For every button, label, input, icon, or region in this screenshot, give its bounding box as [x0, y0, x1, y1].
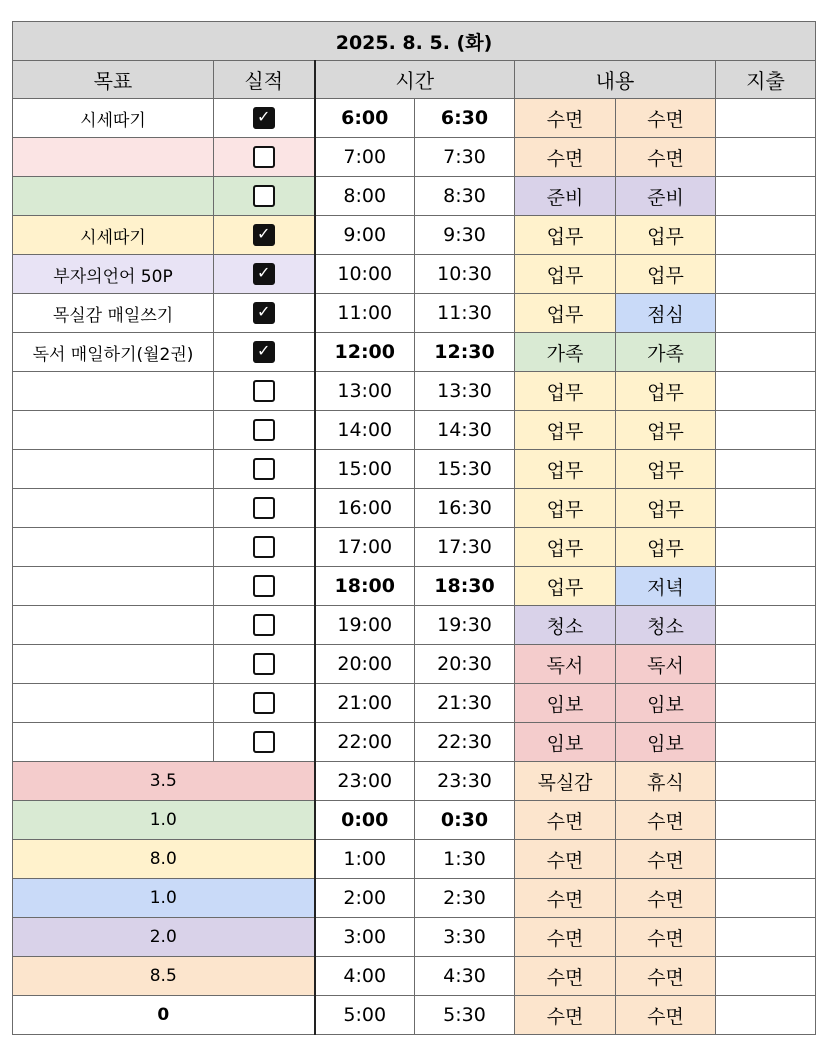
- table-row: [13, 879, 816, 918]
- time-half-cell[interactable]: 6:30: [415, 99, 515, 138]
- table-row: [13, 138, 816, 177]
- unchecked-checkbox[interactable]: [253, 497, 275, 519]
- time-half-cell[interactable]: 17:30: [415, 528, 515, 567]
- time-half-cell[interactable]: 16:30: [415, 489, 515, 528]
- time-start-cell[interactable]: 0:00: [315, 801, 415, 840]
- content-cell[interactable]: 수면: [616, 879, 716, 918]
- time-half-cell[interactable]: 13:30: [415, 372, 515, 411]
- goal-cell[interactable]: [13, 684, 214, 723]
- unchecked-checkbox[interactable]: [253, 731, 275, 753]
- table-row: [13, 840, 816, 879]
- expense-cell[interactable]: [716, 333, 816, 372]
- content-cell[interactable]: 임보: [515, 723, 616, 762]
- time-half-cell[interactable]: 2:30: [415, 879, 515, 918]
- content-cell[interactable]: 휴식: [616, 762, 716, 801]
- time-half-cell[interactable]: 7:30: [415, 138, 515, 177]
- expense-cell[interactable]: [716, 372, 816, 411]
- expense-cell[interactable]: [716, 528, 816, 567]
- table-row: [13, 294, 816, 333]
- time-start-cell[interactable]: 21:00: [315, 684, 415, 723]
- content-cell[interactable]: 업무: [616, 528, 716, 567]
- goal-cell[interactable]: [13, 450, 214, 489]
- content-cell[interactable]: 수면: [616, 957, 716, 996]
- expense-cell[interactable]: [716, 723, 816, 762]
- time-start-cell[interactable]: 14:00: [315, 411, 415, 450]
- time-start-cell[interactable]: 3:00: [315, 918, 415, 957]
- result-cell: [214, 567, 315, 606]
- result-cell: [214, 411, 315, 450]
- checked-checkbox[interactable]: ✓: [253, 302, 275, 324]
- summary-cell[interactable]: 8.5: [13, 957, 315, 996]
- time-start-cell[interactable]: 6:00: [315, 99, 415, 138]
- content-cell[interactable]: 수면: [515, 801, 616, 840]
- table-row: [13, 684, 816, 723]
- goal-cell[interactable]: [13, 138, 214, 177]
- unchecked-checkbox[interactable]: [253, 536, 275, 558]
- time-start-cell[interactable]: 9:00: [315, 216, 415, 255]
- expense-cell[interactable]: [716, 840, 816, 879]
- time-start-cell[interactable]: 16:00: [315, 489, 415, 528]
- result-cell: [214, 138, 315, 177]
- time-start-cell[interactable]: 23:00: [315, 762, 415, 801]
- time-half-cell[interactable]: 23:30: [415, 762, 515, 801]
- content-cell[interactable]: 가족: [515, 333, 616, 372]
- content-cell[interactable]: 수면: [515, 840, 616, 879]
- unchecked-checkbox[interactable]: [253, 458, 275, 480]
- table-row: [13, 801, 816, 840]
- result-cell: [214, 177, 315, 216]
- time-half-cell[interactable]: 1:30: [415, 840, 515, 879]
- time-half-cell[interactable]: 21:30: [415, 684, 515, 723]
- summary-cell[interactable]: 1.0: [13, 879, 315, 918]
- content-cell[interactable]: 업무: [515, 450, 616, 489]
- content-cell[interactable]: 업무: [515, 489, 616, 528]
- header-goal[interactable]: 목표: [13, 61, 214, 99]
- content-cell[interactable]: 업무: [616, 372, 716, 411]
- result-cell: [214, 333, 315, 372]
- table-row: [13, 762, 816, 801]
- table-row: [13, 606, 816, 645]
- goal-cell[interactable]: [13, 177, 214, 216]
- expense-cell[interactable]: [716, 216, 816, 255]
- time-start-cell[interactable]: 8:00: [315, 177, 415, 216]
- content-cell[interactable]: 업무: [515, 216, 616, 255]
- content-cell[interactable]: 가족: [616, 333, 716, 372]
- result-cell: [214, 99, 315, 138]
- table-row: [13, 567, 816, 606]
- table-row: [13, 645, 816, 684]
- content-cell[interactable]: 수면: [515, 879, 616, 918]
- result-cell: [214, 528, 315, 567]
- result-cell: [214, 372, 315, 411]
- time-start-cell[interactable]: 5:00: [315, 996, 415, 1035]
- content-cell[interactable]: 업무: [515, 255, 616, 294]
- goal-cell[interactable]: [13, 528, 214, 567]
- time-start-cell[interactable]: 13:00: [315, 372, 415, 411]
- content-cell[interactable]: 업무: [616, 411, 716, 450]
- expense-cell[interactable]: [716, 294, 816, 333]
- table-row: [13, 177, 816, 216]
- content-cell[interactable]: 수면: [616, 138, 716, 177]
- result-cell: [214, 255, 315, 294]
- content-cell[interactable]: 업무: [616, 216, 716, 255]
- goal-cell[interactable]: 목실감 매일쓰기: [13, 294, 214, 333]
- expense-cell[interactable]: [716, 684, 816, 723]
- table-row: [13, 723, 816, 762]
- header-content[interactable]: 내용: [515, 61, 716, 99]
- time-start-cell[interactable]: 22:00: [315, 723, 415, 762]
- table-row: [13, 372, 816, 411]
- time-half-cell[interactable]: 20:30: [415, 645, 515, 684]
- content-cell[interactable]: 수면: [616, 99, 716, 138]
- result-cell: [214, 216, 315, 255]
- summary-cell[interactable]: 8.0: [13, 840, 315, 879]
- unchecked-checkbox[interactable]: [253, 575, 275, 597]
- content-cell[interactable]: 목실감: [515, 762, 616, 801]
- time-half-cell[interactable]: 12:30: [415, 333, 515, 372]
- schedule-sheet: [12, 21, 816, 1035]
- expense-cell[interactable]: [716, 957, 816, 996]
- time-half-cell[interactable]: 18:30: [415, 567, 515, 606]
- content-cell[interactable]: 준비: [616, 177, 716, 216]
- content-cell[interactable]: 수면: [616, 918, 716, 957]
- time-start-cell[interactable]: 2:00: [315, 879, 415, 918]
- time-half-cell[interactable]: 4:30: [415, 957, 515, 996]
- expense-cell[interactable]: [716, 801, 816, 840]
- unchecked-checkbox[interactable]: [253, 692, 275, 714]
- time-half-cell[interactable]: 22:30: [415, 723, 515, 762]
- time-half-cell[interactable]: 9:30: [415, 216, 515, 255]
- time-start-cell[interactable]: 12:00: [315, 333, 415, 372]
- summary-cell[interactable]: 0: [13, 996, 315, 1035]
- time-start-cell[interactable]: 15:00: [315, 450, 415, 489]
- time-start-cell[interactable]: 4:00: [315, 957, 415, 996]
- result-cell: [214, 606, 315, 645]
- content-cell[interactable]: 업무: [616, 255, 716, 294]
- time-half-cell[interactable]: 3:30: [415, 918, 515, 957]
- content-cell[interactable]: 저녁: [616, 567, 716, 606]
- table-row: [13, 411, 816, 450]
- content-cell[interactable]: 준비: [515, 177, 616, 216]
- time-start-cell[interactable]: 11:00: [315, 294, 415, 333]
- content-cell[interactable]: 임보: [515, 684, 616, 723]
- content-cell[interactable]: 수면: [616, 996, 716, 1035]
- expense-cell[interactable]: [716, 996, 816, 1035]
- unchecked-checkbox[interactable]: [253, 185, 275, 207]
- time-half-cell[interactable]: 14:30: [415, 411, 515, 450]
- expense-cell[interactable]: [716, 411, 816, 450]
- time-half-cell[interactable]: 19:30: [415, 606, 515, 645]
- checked-checkbox[interactable]: ✓: [253, 263, 275, 285]
- content-cell[interactable]: 청소: [616, 606, 716, 645]
- table-row: [13, 918, 816, 957]
- checked-checkbox[interactable]: ✓: [253, 224, 275, 246]
- table-row: [13, 957, 816, 996]
- expense-cell[interactable]: [716, 918, 816, 957]
- content-cell[interactable]: 업무: [515, 528, 616, 567]
- table-row: [13, 450, 816, 489]
- time-start-cell[interactable]: 20:00: [315, 645, 415, 684]
- goal-cell[interactable]: [13, 606, 214, 645]
- table-row: [13, 528, 816, 567]
- time-half-cell[interactable]: 10:30: [415, 255, 515, 294]
- table-row: [13, 255, 816, 294]
- result-cell: [214, 489, 315, 528]
- time-half-cell[interactable]: 11:30: [415, 294, 515, 333]
- time-half-cell[interactable]: 15:30: [415, 450, 515, 489]
- goal-cell[interactable]: [13, 723, 214, 762]
- content-cell[interactable]: 수면: [515, 918, 616, 957]
- content-cell[interactable]: 업무: [515, 294, 616, 333]
- expense-cell[interactable]: [716, 99, 816, 138]
- summary-cell[interactable]: 3.5: [13, 762, 315, 801]
- content-cell[interactable]: 업무: [616, 450, 716, 489]
- expense-cell[interactable]: [716, 450, 816, 489]
- content-cell[interactable]: 점심: [616, 294, 716, 333]
- time-half-cell[interactable]: 8:30: [415, 177, 515, 216]
- table-row: [13, 99, 816, 138]
- goal-cell[interactable]: [13, 372, 214, 411]
- summary-cell[interactable]: 2.0: [13, 918, 315, 957]
- content-cell[interactable]: 독서: [515, 645, 616, 684]
- header-time[interactable]: 시간: [315, 61, 515, 99]
- time-start-cell[interactable]: 1:00: [315, 840, 415, 879]
- content-cell[interactable]: 수면: [515, 138, 616, 177]
- result-cell: [214, 294, 315, 333]
- table-row: [13, 489, 816, 528]
- time-half-cell[interactable]: 0:30: [415, 801, 515, 840]
- content-cell[interactable]: 업무: [515, 372, 616, 411]
- expense-cell[interactable]: [716, 567, 816, 606]
- unchecked-checkbox[interactable]: [253, 653, 275, 675]
- content-cell[interactable]: 청소: [515, 606, 616, 645]
- expense-cell[interactable]: [716, 138, 816, 177]
- time-start-cell[interactable]: 7:00: [315, 138, 415, 177]
- unchecked-checkbox[interactable]: [253, 614, 275, 636]
- result-cell: [214, 684, 315, 723]
- goal-cell[interactable]: [13, 411, 214, 450]
- expense-cell[interactable]: [716, 255, 816, 294]
- content-cell[interactable]: 독서: [616, 645, 716, 684]
- goal-cell[interactable]: [13, 567, 214, 606]
- content-cell[interactable]: 임보: [616, 723, 716, 762]
- table-row: [13, 333, 816, 372]
- table-row: [13, 996, 816, 1035]
- time-start-cell[interactable]: 10:00: [315, 255, 415, 294]
- goal-cell[interactable]: 시세따기: [13, 216, 214, 255]
- content-cell[interactable]: 임보: [616, 684, 716, 723]
- summary-cell[interactable]: 1.0: [13, 801, 315, 840]
- content-cell[interactable]: 수면: [515, 99, 616, 138]
- goal-cell[interactable]: 부자의언어 50P: [13, 255, 214, 294]
- date-title[interactable]: 2025. 8. 5. (화): [13, 22, 816, 61]
- expense-cell[interactable]: [716, 879, 816, 918]
- goal-cell[interactable]: 시세따기: [13, 99, 214, 138]
- table-row: [13, 216, 816, 255]
- result-cell: [214, 645, 315, 684]
- goal-cell[interactable]: [13, 489, 214, 528]
- expense-cell[interactable]: [716, 645, 816, 684]
- content-cell[interactable]: 업무: [515, 567, 616, 606]
- checked-checkbox[interactable]: ✓: [253, 341, 275, 363]
- expense-cell[interactable]: [716, 762, 816, 801]
- unchecked-checkbox[interactable]: [253, 146, 275, 168]
- content-cell[interactable]: 수면: [616, 840, 716, 879]
- header-result[interactable]: 실적: [214, 61, 315, 99]
- time-half-cell[interactable]: 5:30: [415, 996, 515, 1035]
- time-start-cell[interactable]: 19:00: [315, 606, 415, 645]
- content-cell[interactable]: 수면: [515, 996, 616, 1035]
- time-start-cell[interactable]: 18:00: [315, 567, 415, 606]
- content-cell[interactable]: 수면: [515, 957, 616, 996]
- content-cell[interactable]: 업무: [616, 489, 716, 528]
- expense-cell[interactable]: [716, 606, 816, 645]
- header-expense[interactable]: 지출: [716, 61, 816, 99]
- checked-checkbox[interactable]: ✓: [253, 107, 275, 129]
- unchecked-checkbox[interactable]: [253, 380, 275, 402]
- content-cell[interactable]: 업무: [515, 411, 616, 450]
- goal-cell[interactable]: [13, 645, 214, 684]
- content-cell[interactable]: 수면: [616, 801, 716, 840]
- expense-cell[interactable]: [716, 489, 816, 528]
- unchecked-checkbox[interactable]: [253, 419, 275, 441]
- time-start-cell[interactable]: 17:00: [315, 528, 415, 567]
- result-cell: [214, 450, 315, 489]
- result-cell: [214, 723, 315, 762]
- expense-cell[interactable]: [716, 177, 816, 216]
- goal-cell[interactable]: 독서 매일하기(월2권): [13, 333, 214, 372]
